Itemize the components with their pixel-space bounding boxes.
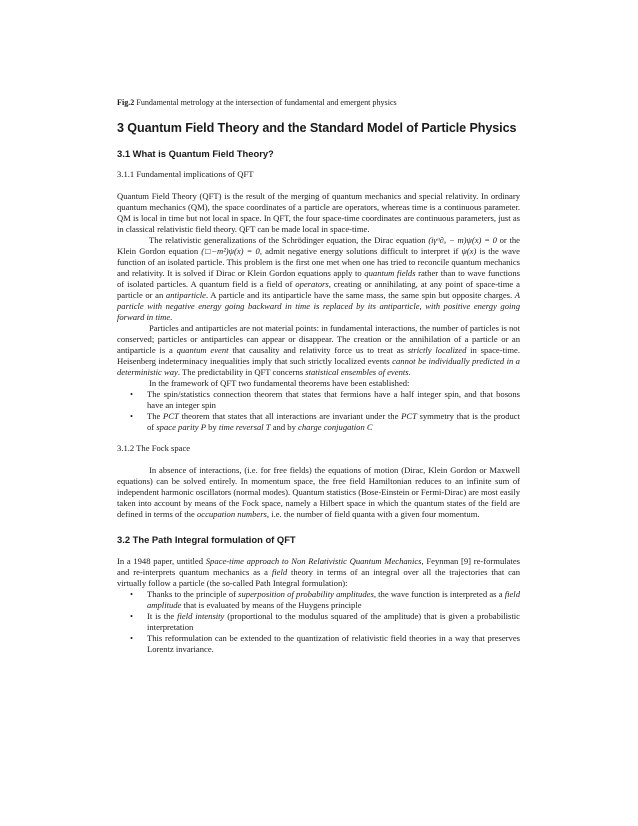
text-run: It is the	[147, 611, 178, 621]
list-item	[130, 633, 520, 655]
text-run: (proportional to the modulus squared of the amplitude) that is given a probabilistic interpretation	[147, 611, 520, 632]
figure-label: Fig.2	[117, 98, 135, 107]
text-run: .	[408, 367, 411, 377]
emphasis-time-reversal: time reversal T	[218, 422, 271, 432]
text-run: , the wave function is interpreted as a	[373, 589, 505, 599]
bullet-icon: •	[130, 389, 134, 399]
figure-caption	[117, 98, 520, 108]
text-run: rather than to wave functions of isolated particles. A quantum field is a field of	[117, 268, 521, 289]
emphasis-statistical-ensembles: statistical ensembles of events	[305, 367, 409, 377]
emphasis-superposition: superposition of probability amplitudes	[238, 589, 374, 599]
text-run: Feynman [9] re-formulates and re-interprets quantum mechanics as a	[117, 556, 521, 577]
text-run: i.e. the number of field quanta with a given four momentum.	[269, 509, 480, 519]
bullet-icon: •	[130, 611, 134, 621]
paragraph-fundamental-theorems: In the framework of QFT two fundamental theorems have been established:	[149, 378, 410, 388]
emphasis-cannot-predicted: cannot be individually predicted in a deterministic way	[117, 356, 520, 377]
text-run: in space-time. Heisenberg indeterminacy inequalities imply that such strictly localized events	[117, 345, 520, 366]
emphasis-operators: operators	[295, 279, 329, 289]
text-run: by	[205, 422, 219, 432]
emphasis-field: field	[271, 567, 288, 577]
text-run: . The predictability in QFT concerns	[177, 367, 306, 377]
text-run: In a 1948 paper, untitled	[117, 556, 206, 566]
emphasis-field-amplitude: field amplitude	[147, 589, 520, 610]
text-run: is the wave function of an isolated particle. This problem is the first one met when one has tried to reconcile quantum mechanics and relativity. It is solved if Dirac or Klein Gordon equations apply to	[117, 246, 521, 278]
bullet-icon: •	[130, 411, 134, 421]
section-3-2-title: 3.2 The Path Integral formulation of QFT	[117, 534, 296, 545]
list-item	[130, 389, 520, 411]
emphasis-pct: PCT	[401, 411, 417, 421]
text-run: theory in terms of an integral over all the trajectories that can virtually follow a particle (the so-called Path Integral formulation):	[117, 567, 521, 588]
paragraph-qft-definition: Quantum Field Theory (QFT) is the result of the merging of quantum mechanics and special relativity. In ordinary quantum mechanics (QM), the space coordinates of a particle are operators, whereas time is a continuous parameter. QM is local in time but not local in space. In QFT, the four space-time coordinates are continuous parameters, just as in classical relativistic field theory. QFT can be made local in space-time.	[117, 191, 520, 234]
paragraph-feynman	[117, 556, 520, 589]
emphasis-antiparticle: antiparticle	[165, 290, 206, 300]
text-run: The relativistic generalizations of the Schrödinger equation, the Dirac equation	[149, 235, 429, 245]
text-run: that causality and relativity force us to treat as	[228, 345, 408, 355]
paper-page	[117, 98, 520, 655]
section-3-1-2-title: 3.1.2 The Fock space	[117, 443, 191, 453]
emphasis-field-intensity: field intensity	[177, 611, 225, 621]
text-run: that is evaluated by means of the Huygens principle	[181, 600, 362, 610]
text-run: The	[147, 411, 164, 421]
text-run: In absence of interactions, (i.e. for free fields) the equations of motion (Dirac, Klein Gordon or Maxwell equations) can be solved entirely. In momentum space, the free field Hamiltonian reduces to an infinite sum of independent harmonic oscillators (normal modes). Quantum statistics (Bose-Einstein or Fermi-Dirac) are most easily taken into account by means of the Fock space, namely a Hilbert space in which the quantum states of the field are defined in terms of the	[117, 465, 520, 519]
text-run: Thanks to the principle of	[147, 589, 239, 599]
text-run: and by	[270, 422, 299, 432]
text-run: Particles and antiparticles are not material points: in fundamental interactions, the number of particles is not conserved; particles or antiparticles can appear or disappear. The creation or the annihilation of a particle or an antiparticle is a	[117, 323, 520, 355]
bullet-icon: •	[130, 633, 134, 643]
section-3-1-1-title: 3.1.1 Fundamental implications of QFT	[117, 169, 254, 179]
text-run: , creating or annihilating, at any point of space-time a particle or an	[117, 279, 520, 300]
text-run: This reformulation can be extended to the quantization of relativistic field theories in a way that preserves Lorentz invariance.	[147, 633, 520, 654]
emphasis-quantum-event: quantum event	[176, 345, 229, 355]
section-3-title: 3 Quantum Field Theory and the Standard Model of Particle Physics	[117, 121, 517, 135]
section-3-1-title: 3.1 What is Quantum Field Theory?	[117, 148, 274, 159]
paragraph-relativistic-equations	[117, 235, 520, 323]
paragraph-particles-antiparticles	[117, 323, 520, 378]
text-run: . A particle and its antiparticle have the same mass, the same spin but opposite charges.	[206, 290, 515, 300]
text-run: .	[170, 312, 173, 322]
dirac-equation: (iγᵘ∂ᵤ − m)ψ(x) = 0	[428, 235, 497, 245]
paragraph-fock-space	[117, 465, 520, 520]
list-item	[130, 589, 520, 611]
text-run: , admit negative energy solutions difficult to interpret if	[259, 246, 462, 256]
emphasis-occupation-numbers: occupation numbers,	[196, 509, 270, 519]
emphasis-negative-energy: A particle with negative energy going backward in time is replaced by its antiparticle, with positive energy going forward in time	[117, 290, 520, 322]
emphasis-charge-conjugation: charge conjugation C	[298, 422, 373, 432]
emphasis-paper-title: Space-time approach to Non Relativistic Quantum Mechanics,	[205, 556, 424, 566]
theorems-list	[117, 389, 520, 433]
figure-caption-text: Fundamental metrology at the intersection of fundamental and emergent physics	[134, 98, 397, 107]
psi-symbol: ψ(x)	[461, 246, 477, 256]
klein-gordon-equation: (□−m²)ψ(x) = 0	[201, 246, 260, 256]
path-integral-list	[117, 589, 520, 655]
bullet-icon: •	[130, 589, 134, 599]
emphasis-pct: PCT	[163, 411, 179, 421]
text-run: or the Klein Gordon equation	[117, 235, 520, 256]
emphasis-quantum-fields: quantum fields	[364, 268, 416, 278]
emphasis-space-parity: space parity P	[156, 422, 206, 432]
list-item	[130, 411, 520, 433]
emphasis-strictly-localized: strictly localized	[407, 345, 467, 355]
text-run: symmetry that is the product of	[147, 411, 520, 432]
text-run: The spin/statistics connection theorem that states that fermions have a half integer spin, and that bosons have an integer spin	[147, 389, 520, 410]
list-item	[130, 611, 520, 633]
text-run: theorem that states that all interactions are invariant under the	[178, 411, 402, 421]
